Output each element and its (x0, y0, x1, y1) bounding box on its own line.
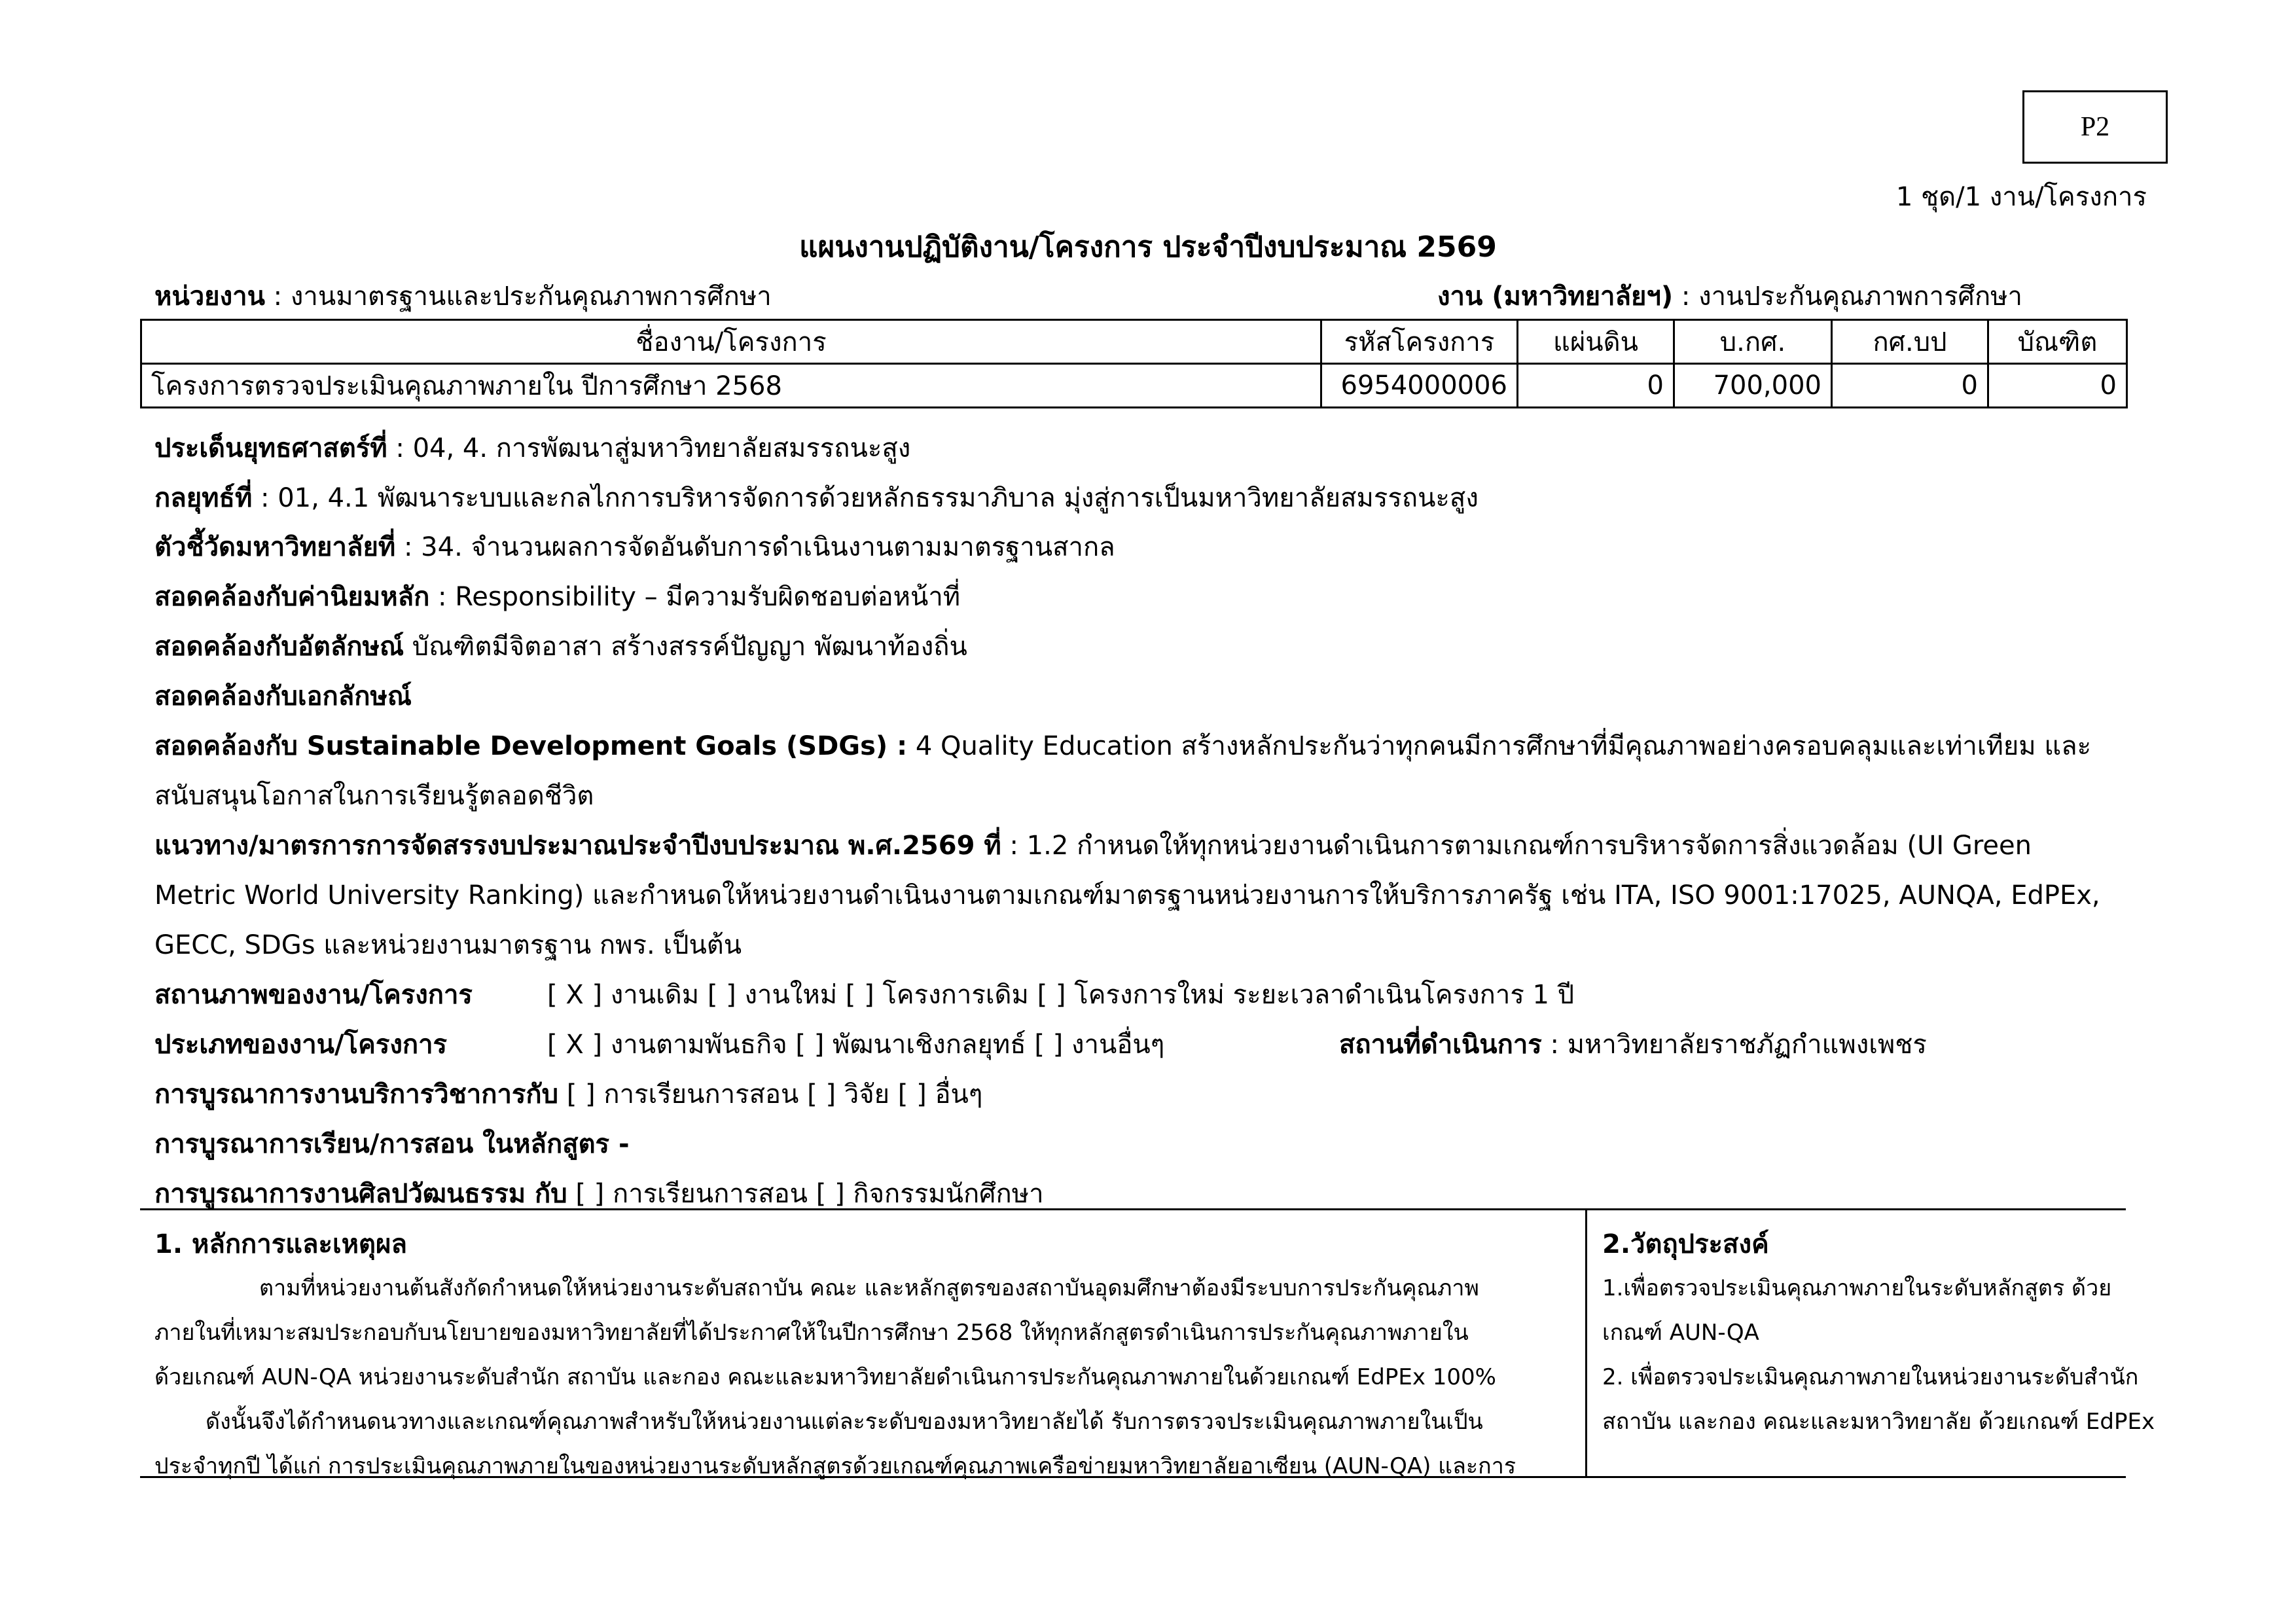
project-table-header (141, 320, 2127, 364)
rationale-line-2: ภายในที่เหมาะสมประกอบกับนโยบายของมหาวิทยาลัยที่ได้ประกาศให้ในปีการศึกษา 2568 ให้ทุกหลักสูตรดำเนินการประกันคุณภาพภายใน (154, 1320, 1469, 1346)
table-row (141, 364, 2127, 408)
objective-line-4: สถาบัน และกอง คณะและมหาวิทยาลัย ด้วยเกณฑ์ EdPEx (1602, 1409, 2155, 1435)
location-label: สถานที่ดำเนินการ (1339, 1030, 1542, 1060)
dept-label: งาน (มหาวิทยาลัยฯ) (1437, 281, 1674, 312)
identity-label: สอดคล้องกับอัตลักษณ์ (154, 632, 404, 662)
academic-value: [ ] การเรียนการสอน [ ] วิจัย [ ] อื่นๆ (558, 1079, 983, 1110)
budget-label: แนวทาง/มาตรการการจัดสรรงบประมาณประจำปีงบประมาณ พ.ศ.2569 ที่ (154, 831, 1001, 861)
unit-line (154, 275, 772, 317)
rationale-line-3: ด้วยเกณฑ์ AUN-QA หน่วยงานระดับสำนัก สถาบัน และกอง คณะและมหาวิทยาลัยดำเนินการประกันคุณภาพภายในด้วยเกณฑ์ EdPEx 100% (154, 1364, 1496, 1390)
copy-note: 1 ชุด/1 งาน/โครงการ (1895, 182, 2147, 212)
uniqueness-label: สอดคล้องกับเอกลักษณ์ (154, 681, 412, 712)
type-line (154, 1023, 1927, 1065)
project-table (140, 319, 2128, 408)
kpi-label: ตัวชี้วัดมหาวิทยาลัยที่ (154, 532, 396, 562)
cell-project-code: 6954000006 (1321, 364, 1518, 408)
budget-value: : 1.2 กำหนดให้ทุกหน่วยงานดำเนินการตามเกณฑ์การบริหารจัดการสิ่งแวดล้อม (UI Green (1001, 831, 2032, 861)
col-header-graduate: บัณฑิต (1988, 320, 2127, 364)
status-label: สถานภาพของงาน/โครงการ (154, 980, 473, 1010)
sdg-value: 4 Quality Education สร้างหลักประกันว่าทุกคนมีการศึกษาที่มีคุณภาพอย่างครอบคลุมและเท่าเทียม และ (907, 731, 2092, 761)
academic-line (154, 1073, 982, 1115)
culture-label: การบูรณาการงานศิลปวัฒนธรรม กับ (154, 1179, 567, 1209)
kpi-value: : 34. จำนวนผลการจัดอันดับการดำเนินงานตามมาตรฐานสากล (395, 532, 1115, 562)
section-divider (1585, 1208, 1587, 1476)
cell-education-fund: 700,000 (1674, 364, 1832, 408)
rationale-line-5: ประจำทุกปี ได้แก่ การประเมินคุณภาพภายในของหน่วยงานระดับหลักสูตรด้วยเกณฑ์คุณภาพเครือข่ายมหาวิทยาลัยอาเซียน (AUN-QA) และการ (154, 1453, 1516, 1479)
strategy-issue-line (154, 427, 910, 469)
rationale-line-1: ตามที่หน่วยงานต้นสังกัดกำหนดให้หน่วยงานระดับสถาบัน คณะ และหลักสูตรของสถาบันอุดมศึกษาต้องมีระบบการประกันคุณภาพ (259, 1275, 1479, 1301)
culture-value: [ ] การเรียนการสอน [ ] กิจกรรมนักศึกษา (567, 1179, 1044, 1209)
strategy-line (154, 477, 1479, 518)
col-header-education-fund: บ.กศ. (1674, 320, 1832, 364)
core-value-line (154, 575, 960, 617)
cell-kor-bor-por: 0 (1832, 364, 1988, 408)
col-header-kor-bor-por: กศ.บป (1832, 320, 1988, 364)
type-value: [ X ] งานตามพันธกิจ [ ] พัฒนาเชิงกลยุทธ์ [ ] งานอื่นๆ (547, 1030, 1165, 1060)
objective-line-2: เกณฑ์ AUN-QA (1602, 1320, 1759, 1346)
curriculum-label: การบูรณาการเรียน/การสอน ในหลักสูตร - (154, 1129, 630, 1159)
sdg-line-continued: สนับสนุนโอกาสในการเรียนรู้ตลอดชีวิต (154, 781, 594, 811)
section-top-rule (140, 1208, 2126, 1210)
form-code-box: P2 (2022, 90, 2168, 164)
rationale-heading: 1. หลักการและเหตุผล (154, 1229, 407, 1259)
strategy-value: : 01, 4.1 พัฒนาระบบและกลไกการบริหารจัดการด้วยหลักธรรมาภิบาล มุ่งสู่การเป็นมหาวิทยาลัยสมรรถนะสูง (252, 483, 1479, 513)
uniqueness-line (154, 675, 412, 717)
col-header-project-name: ชื่องาน/โครงการ (141, 320, 1321, 364)
core-value-value: : Responsibility – มีความรับผิดชอบต่อหน้าที่ (429, 582, 961, 612)
strategy-issue-value: : 04, 4. การพัฒนาสู่มหาวิทยาลัยสมรรถนะสูง (387, 433, 911, 463)
sdg-line (154, 725, 2091, 767)
curriculum-line (154, 1123, 630, 1164)
dept-line (1437, 275, 2022, 317)
type-label: ประเภทของงาน/โครงการ (154, 1030, 448, 1060)
identity-line (154, 625, 967, 667)
objective-line-1: 1.เพื่อตรวจประเมินคุณภาพภายในระดับหลักสูตร ด้วย (1602, 1275, 2112, 1301)
cell-project-name: โครงการตรวจประเมินคุณภาพภายใน ปีการศึกษา 2568 (141, 364, 1321, 408)
status-line (154, 973, 1574, 1015)
objective-line-3: 2. เพื่อตรวจประเมินคุณภาพภายในหน่วยงานระดับสำนัก (1602, 1364, 2139, 1390)
dept-value: : งานประกันคุณภาพการศึกษา (1673, 281, 2022, 312)
sdg-label: สอดคล้องกับ Sustainable Development Goals (SDGs) : (154, 731, 908, 761)
budget-line-end: GECC, SDGs และหน่วยงานมาตรฐาน กพร. เป็นต้น (154, 930, 742, 960)
academic-label: การบูรณาการงานบริการวิชาการกับ (154, 1079, 558, 1110)
kpi-line (154, 526, 1115, 568)
status-value: [ X ] งานเดิม [ ] งานใหม่ [ ] โครงการเดิม [ ] โครงการใหม่ ระยะเวลาดำเนินโครงการ 1 ปี (547, 980, 1575, 1010)
cell-graduate: 0 (1988, 364, 2127, 408)
cell-national-budget: 0 (1518, 364, 1674, 408)
strategy-label: กลยุทธ์ที่ (154, 483, 253, 513)
budget-line (154, 824, 2032, 866)
budget-line-continued: Metric World University Ranking) และกำหนดให้หน่วยงานดำเนินงานตามเกณฑ์มาตรฐานหน่วยงานการให้บริการภาครัฐ เช่น ITA, ISO 9001:17025, AUNQA, EdPEx, (154, 880, 2100, 911)
identity-value: บัณฑิตมีจิตอาสา สร้างสรรค์ปัญญา พัฒนาท้องถิ่น (404, 632, 967, 662)
col-header-national-budget: แผ่นดิน (1518, 320, 1674, 364)
objectives-heading: 2.วัตถุประสงค์ (1602, 1229, 1769, 1259)
col-header-project-code: รหัสโครงการ (1321, 320, 1518, 364)
page-title: แผนงานปฏิบัติงาน/โครงการ ประจำปีงบประมาณ 2569 (799, 230, 1497, 264)
rationale-line-4: ดังนั้นจึงได้กำหนดนวทางและเกณฑ์คุณภาพสำหรับให้หน่วยงานแต่ละระดับของมหาวิทยาลัยได้ รับการตรวจประเมินคุณภาพภายในเป็น (206, 1409, 1483, 1435)
unit-label: หน่วยงาน (154, 281, 265, 312)
core-value-label: สอดคล้องกับค่านิยมหลัก (154, 582, 430, 612)
strategy-issue-label: ประเด็นยุทธศาสตร์ที่ (154, 433, 387, 463)
unit-value: : งานมาตรฐานและประกันคุณภาพการศึกษา (264, 281, 772, 312)
location-value: : มหาวิทยาลัยราชภัฏกำแพงเพชร (1541, 1030, 1927, 1060)
